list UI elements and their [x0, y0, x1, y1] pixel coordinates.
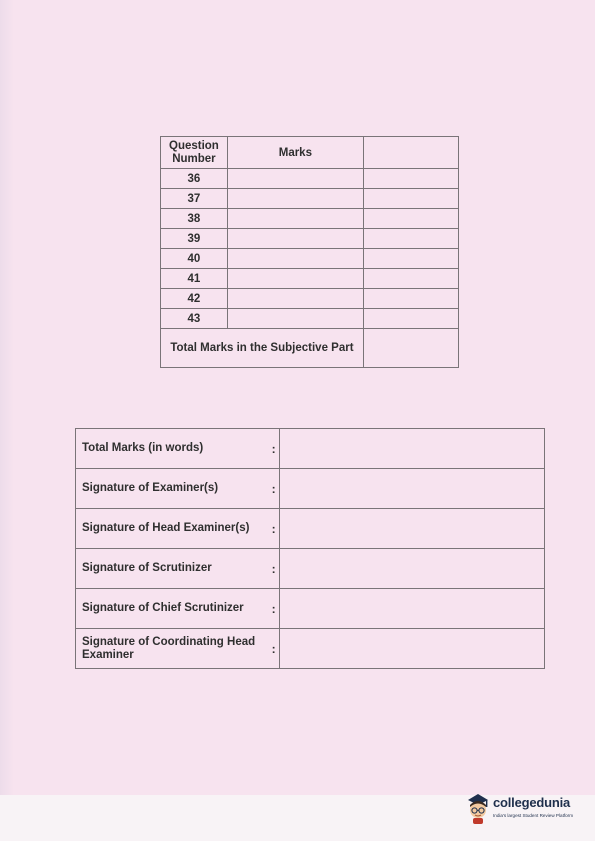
marks-extra-cell[interactable] — [363, 269, 458, 289]
marks-extra-cell[interactable] — [363, 189, 458, 209]
marks-extra-cell[interactable] — [363, 169, 458, 189]
table-row — [161, 289, 459, 309]
table-row — [76, 429, 545, 469]
head-examiner-signature-label: Signature of Head Examiner(s) — [76, 509, 269, 549]
total-marks-words-label: Total Marks (in words) — [76, 429, 269, 469]
colon: : — [268, 629, 279, 669]
question-number: 40 — [161, 249, 228, 269]
marks-table-header-row — [161, 137, 459, 169]
signature-table — [75, 428, 545, 669]
marks-cell[interactable] — [227, 229, 363, 249]
colon: : — [268, 429, 279, 469]
logo-name: collegedunia — [493, 795, 571, 810]
marks-table — [160, 136, 459, 368]
question-number: 42 — [161, 289, 228, 309]
marks-cell[interactable] — [227, 269, 363, 289]
table-row — [76, 469, 545, 509]
table-row — [76, 589, 545, 629]
table-row — [76, 509, 545, 549]
question-number: 37 — [161, 189, 228, 209]
table-row — [76, 629, 545, 669]
logo-tagline: India's largest Student Review Platform — [493, 813, 574, 818]
table-row — [161, 269, 459, 289]
marks-extra-cell[interactable] — [363, 209, 458, 229]
marks-header: Marks — [227, 137, 363, 169]
question-number: 38 — [161, 209, 228, 229]
question-number: 39 — [161, 229, 228, 249]
collegedunia-logo — [465, 789, 573, 829]
marks-cell[interactable] — [227, 289, 363, 309]
colon: : — [268, 549, 279, 589]
marks-cell[interactable] — [227, 309, 363, 329]
marks-cell[interactable] — [227, 169, 363, 189]
coordinating-head-examiner-signature-field[interactable] — [280, 629, 545, 669]
colon: : — [268, 589, 279, 629]
head-examiner-signature-field[interactable] — [280, 509, 545, 549]
marks-extra-cell[interactable] — [363, 289, 458, 309]
examiner-signature-field[interactable] — [280, 469, 545, 509]
marks-extra-cell[interactable] — [363, 249, 458, 269]
colon: : — [268, 509, 279, 549]
table-row — [76, 549, 545, 589]
examiner-signature-label: Signature of Examiner(s) — [76, 469, 269, 509]
marks-cell[interactable] — [227, 249, 363, 269]
table-row — [161, 189, 459, 209]
coordinating-head-examiner-signature-label: Signature of Coordinating Head Examiner — [76, 629, 269, 669]
mascot-icon — [465, 791, 491, 825]
scan-edge-shadow — [0, 0, 14, 841]
chief-scrutinizer-signature-label: Signature of Chief Scrutinizer — [76, 589, 269, 629]
table-row — [161, 209, 459, 229]
marks-extra-cell[interactable] — [363, 309, 458, 329]
marks-cell[interactable] — [227, 189, 363, 209]
total-marks-value-cell[interactable] — [363, 329, 458, 368]
marks-header-blank-cell — [363, 137, 458, 169]
table-row — [161, 249, 459, 269]
total-row — [161, 329, 459, 368]
question-number: 41 — [161, 269, 228, 289]
marks-cell[interactable] — [227, 209, 363, 229]
total-marks-words-field[interactable] — [280, 429, 545, 469]
table-row — [161, 309, 459, 329]
scrutinizer-signature-label: Signature of Scrutinizer — [76, 549, 269, 589]
chief-scrutinizer-signature-field[interactable] — [280, 589, 545, 629]
question-number-header: Question Number — [161, 137, 228, 169]
question-number: 43 — [161, 309, 228, 329]
table-row — [161, 229, 459, 249]
question-number: 36 — [161, 169, 228, 189]
scrutinizer-signature-field[interactable] — [280, 549, 545, 589]
colon: : — [268, 469, 279, 509]
table-row — [161, 169, 459, 189]
total-marks-label: Total Marks in the Subjective Part — [161, 329, 364, 368]
marks-extra-cell[interactable] — [363, 229, 458, 249]
